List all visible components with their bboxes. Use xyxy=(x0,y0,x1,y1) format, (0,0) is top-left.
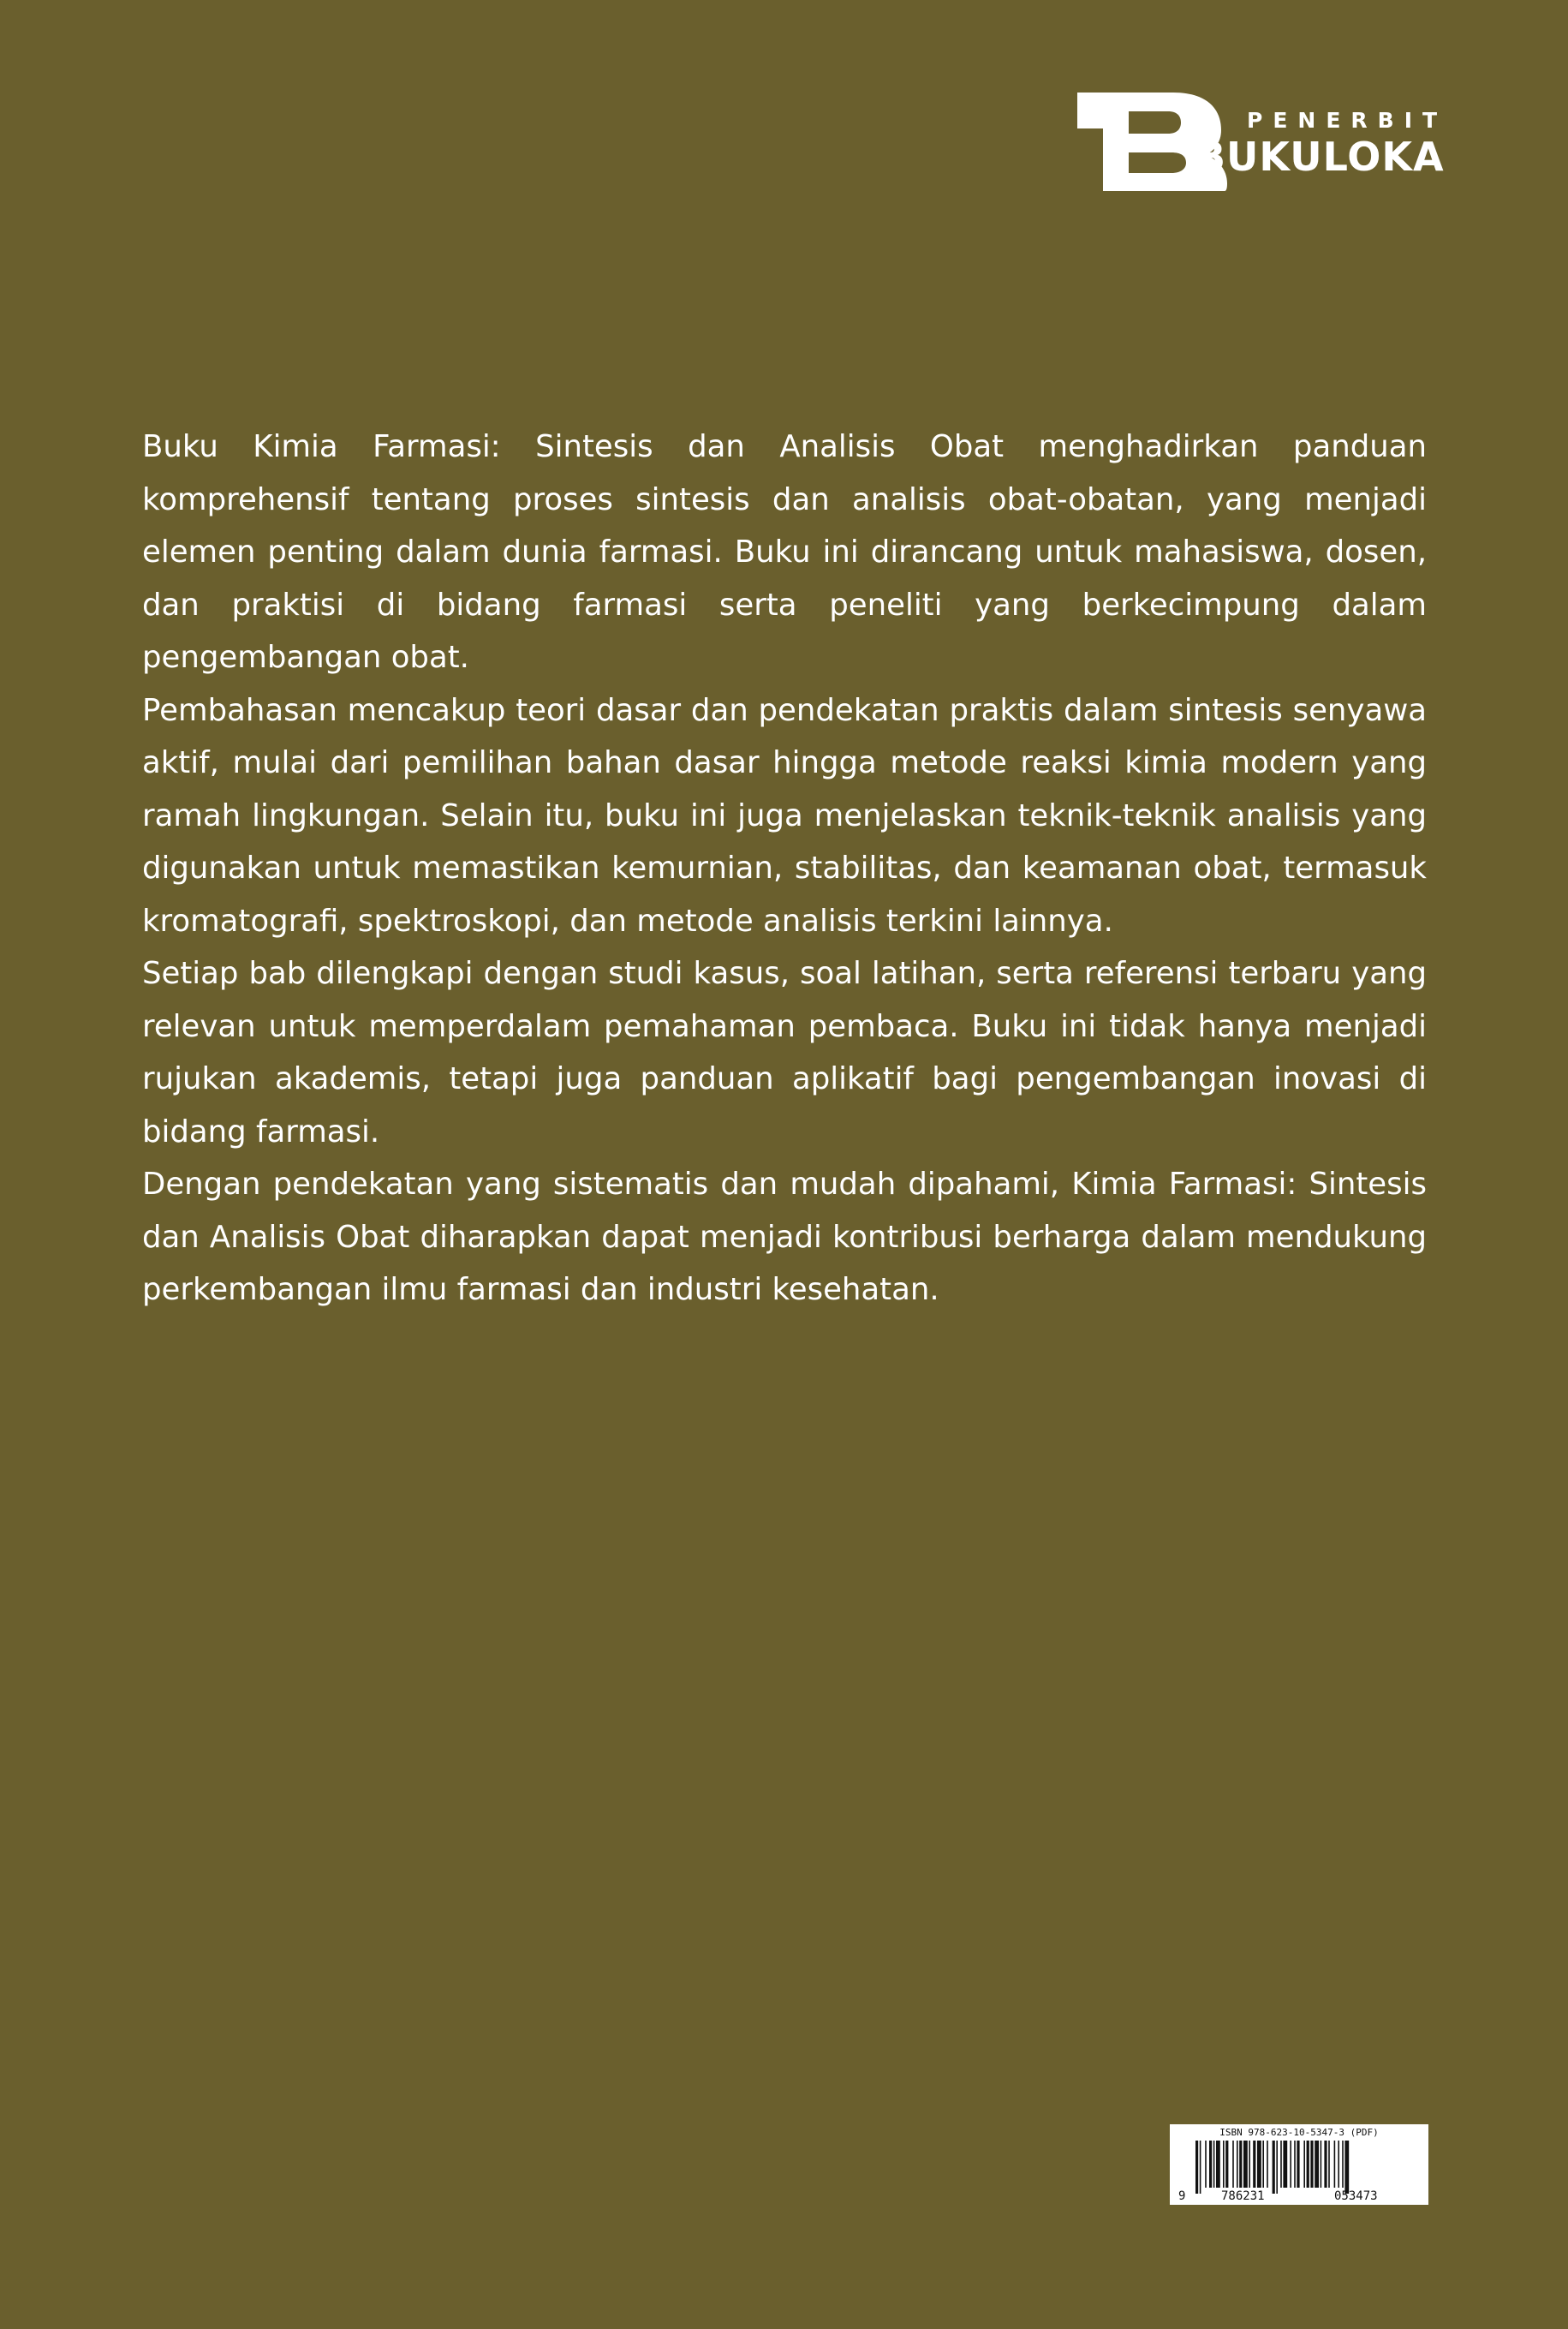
barcode-bar xyxy=(1205,2141,1207,2188)
barcode-bar xyxy=(1213,2141,1215,2188)
barcode-bar xyxy=(1307,2141,1309,2188)
barcode-bar xyxy=(1280,2141,1282,2188)
barcode-bar xyxy=(1310,2141,1313,2188)
isbn-label: ISBN 978-623-10-5347-3 (PDF) xyxy=(1219,2127,1379,2138)
publisher-prefix: PENERBIT xyxy=(1247,108,1448,133)
barcode-bar xyxy=(1338,2141,1339,2188)
barcode-bar xyxy=(1273,2141,1275,2194)
barcode-bar xyxy=(1321,2141,1322,2188)
barcode-digits-right: 053473 xyxy=(1334,2189,1378,2203)
blurb-paragraph-2: Pembahasan mencakup teori dasar dan pendekatan praktis dalam sintesis senyawa aktif, mulai dari pemilihan bahan dasar hingga metode reaksi kimia modern yang ramah lingkungan. Selain itu, buku ini juga menjelaskan teknik-teknik analisis yang digunakan untuk memastikan kemurnian, stabilitas, dan keamanan obat, termasuk kromatografi, spektroskopi, dan metode analisis terkini lainnya. xyxy=(142,692,1427,939)
barcode-bar xyxy=(1303,2141,1305,2188)
barcode-bar xyxy=(1328,2141,1330,2188)
barcode-bar xyxy=(1297,2141,1299,2188)
barcode-bar xyxy=(1200,2141,1201,2194)
barcode-bar xyxy=(1237,2141,1238,2188)
barcode-bar xyxy=(1344,2141,1349,2194)
barcode-bar xyxy=(1267,2141,1268,2188)
barcode-bar xyxy=(1334,2141,1336,2188)
barcode-digits-left: 786231 xyxy=(1221,2189,1265,2203)
barcode-bar xyxy=(1239,2141,1242,2188)
back-cover-blurb xyxy=(142,421,1427,1317)
barcode-bar xyxy=(1223,2141,1225,2188)
barcode-digit-first: 9 xyxy=(1178,2189,1186,2203)
barcode-bar xyxy=(1243,2141,1248,2188)
barcode-bar xyxy=(1294,2141,1296,2188)
barcode-bar xyxy=(1262,2141,1264,2188)
barcode-bar xyxy=(1209,2141,1212,2188)
barcode-bar xyxy=(1342,2141,1344,2188)
barcode-bar xyxy=(1276,2141,1278,2194)
barcode-bar xyxy=(1324,2141,1327,2188)
barcode-bar xyxy=(1283,2141,1287,2188)
barcode-bar xyxy=(1216,2141,1220,2188)
publisher-name: BUKULOKA xyxy=(1195,134,1445,180)
barcode-bar xyxy=(1249,2141,1250,2188)
barcode-bar xyxy=(1290,2141,1291,2188)
barcode-bar xyxy=(1232,2141,1234,2188)
barcode-bar xyxy=(1257,2141,1261,2188)
barcode-bar xyxy=(1253,2141,1255,2188)
publisher-logo xyxy=(1077,93,1454,191)
barcode-bar xyxy=(1315,2141,1319,2188)
blurb-paragraph-4: Dengan pendekatan yang sistematis dan mudah dipahami, Kimia Farmasi: Sintesis dan Analisis Obat diharapkan dapat menjadi kontribusi berharga dalam mendukung perkembangan ilmu farmasi dan industri kesehatan. xyxy=(142,1167,1427,1307)
barcode-bar xyxy=(1225,2141,1228,2188)
barcode-bar xyxy=(1195,2141,1198,2194)
blurb-paragraph-1: Buku Kimia Farmasi: Sintesis dan Analisis Obat menghadirkan panduan komprehensif tentang proses sintesis dan analisis obat-obatan, yang menjadi elemen penting dalam dunia farmasi. Buku ini dirancang untuk mahasiswa, dosen, dan praktisi di bidang farmasi serta peneliti yang berkecimpung dalam pengembangan obat. xyxy=(142,429,1427,675)
blurb-paragraph-3: Setiap bab dilengkapi dengan studi kasus, soal latihan, serta referensi terbaru yang relevan untuk memperdalam pemahaman pembaca. Buku ini tidak hanya menjadi rujukan akademis, tetapi juga panduan aplikatif bagi pengembangan inovasi di bidang farmasi. xyxy=(142,956,1427,1150)
isbn-barcode xyxy=(1170,2124,1428,2205)
